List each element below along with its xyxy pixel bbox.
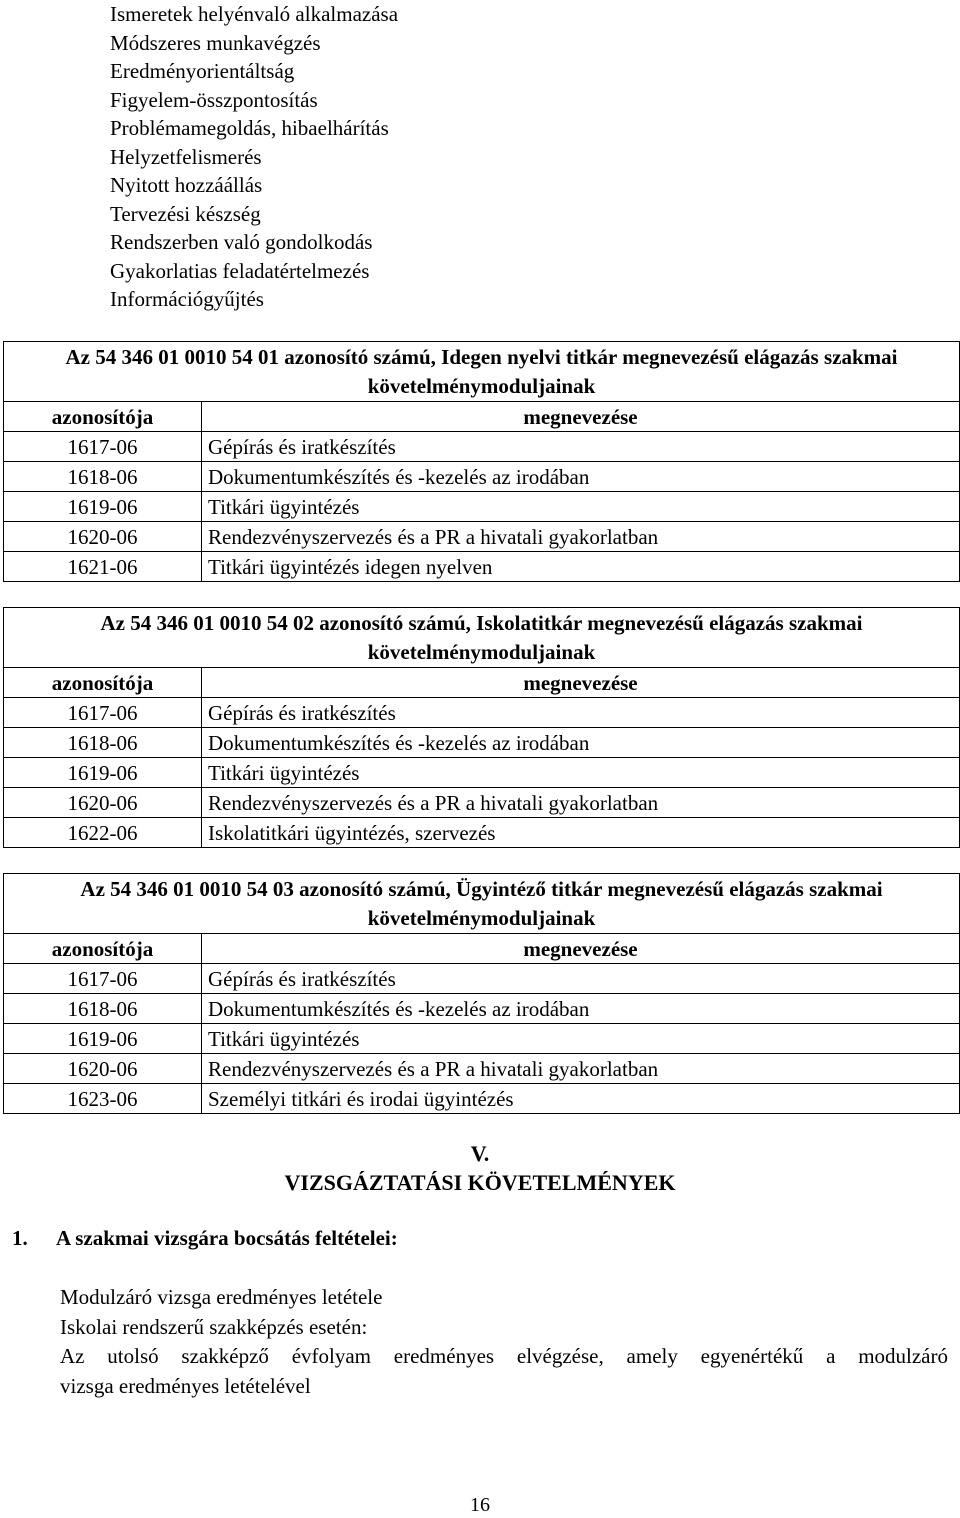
table-row <box>4 818 960 848</box>
skill-item: Figyelem-összpontosítás <box>110 87 318 112</box>
module-name: Személyi titkári és irodai ügyintézés <box>202 1084 960 1114</box>
module-table-caption: Az 54 346 01 0010 54 01 azonosító számú, Idegen nyelvi titkár megnevezésű elágazás szakmai követelménymoduljainak <box>4 342 960 402</box>
module-name: Dokumentumkészítés és -kezelés az irodában <box>202 994 960 1024</box>
skill-item: Problémamegoldás, hibaelhárítás <box>110 116 389 140</box>
table-row <box>4 1024 960 1054</box>
column-header-name: megnevezése <box>202 402 960 432</box>
module-name: Titkári ügyintézés <box>202 1024 960 1054</box>
module-id: 1617-06 <box>4 964 202 994</box>
table-row <box>4 788 960 818</box>
table-row <box>4 522 960 552</box>
chapter-title: VIZSGÁZTATÁSI KÖVETELMÉNYEK <box>284 1170 676 1195</box>
skill-item: Rendszerben való gondolkodás <box>110 230 373 254</box>
table-row <box>4 552 960 582</box>
body-line: Iskolai rendszerű szakképzés esetén: <box>60 1314 368 1339</box>
table-row <box>4 698 960 728</box>
table-row <box>4 1054 960 1084</box>
table-row <box>4 964 960 994</box>
module-id: 1619-06 <box>4 492 202 522</box>
module-id: 1618-06 <box>4 728 202 758</box>
table-row <box>4 728 960 758</box>
module-name: Rendezvényszervezés és a PR a hivatali gyakorlatban <box>202 788 960 818</box>
module-table-3 <box>3 873 960 1114</box>
module-table-2 <box>3 607 960 848</box>
module-id: 1619-06 <box>4 758 202 788</box>
table-row <box>4 432 960 462</box>
module-name: Titkári ügyintézés <box>202 492 960 522</box>
skill-item: Helyzetfelismerés <box>110 144 262 169</box>
module-name: Rendezvényszervezés és a PR a hivatali gyakorlatban <box>202 522 960 552</box>
module-name: Gépírás és iratkészítés <box>202 964 960 994</box>
skill-item: Eredményorientáltság <box>110 59 295 83</box>
section-title: A szakmai vizsgára bocsátás feltételei: <box>56 1226 398 1250</box>
chapter-number: V. <box>470 1141 490 1166</box>
module-name: Dokumentumkészítés és -kezelés az irodában <box>202 462 960 492</box>
skill-item: Gyakorlatias feladatértelmezés <box>110 258 370 283</box>
module-id: 1618-06 <box>4 462 202 492</box>
skill-item: Módszeres munkavégzés <box>110 30 321 55</box>
module-id: 1619-06 <box>4 1024 202 1054</box>
module-id: 1620-06 <box>4 788 202 818</box>
module-name: Gépírás és iratkészítés <box>202 698 960 728</box>
column-header-id: azonosítója <box>4 668 202 698</box>
skill-list <box>110 0 398 314</box>
body-line: vizsga eredményes letételével <box>60 1373 311 1398</box>
skill-item: Információgyűjtés <box>110 287 264 311</box>
column-header-name: megnevezése <box>202 934 960 964</box>
section-body <box>60 1283 948 1401</box>
module-name: Iskolatitkári ügyintézés, szervezés <box>202 818 960 848</box>
module-id: 1617-06 <box>4 432 202 462</box>
module-name: Rendezvényszervezés és a PR a hivatali gyakorlatban <box>202 1054 960 1084</box>
module-id: 1618-06 <box>4 994 202 1024</box>
module-table-1 <box>3 341 960 582</box>
body-line: Modulzáró vizsga eredményes letétele <box>60 1285 383 1309</box>
skill-item: Ismeretek helyénvaló alkalmazása <box>110 2 399 26</box>
skill-item: Nyitott hozzáállás <box>110 173 263 197</box>
module-name: Titkári ügyintézés idegen nyelven <box>202 552 960 582</box>
module-id: 1623-06 <box>4 1084 202 1114</box>
module-id: 1617-06 <box>4 698 202 728</box>
table-row <box>4 1084 960 1114</box>
module-id: 1620-06 <box>4 522 202 552</box>
module-name: Dokumentumkészítés és -kezelés az irodában <box>202 728 960 758</box>
module-id: 1622-06 <box>4 818 202 848</box>
body-line: Az utolsó szakképző évfolyam eredményes elvégzése, amely egyenértékű a modulzáró <box>60 1344 948 1368</box>
skill-item: Tervezési készség <box>110 201 261 226</box>
column-header-name: megnevezése <box>202 668 960 698</box>
page-number: 16 <box>470 1494 490 1516</box>
module-id: 1620-06 <box>4 1054 202 1084</box>
section-heading <box>12 1226 398 1251</box>
column-header-id: azonosítója <box>4 402 202 432</box>
module-table-caption: Az 54 346 01 0010 54 02 azonosító számú, Iskolatitkár megnevezésű elágazás szakmai követelménymoduljainak <box>4 608 960 668</box>
table-row <box>4 492 960 522</box>
section-number: 1. <box>12 1226 28 1250</box>
table-row <box>4 994 960 1024</box>
table-row <box>4 462 960 492</box>
module-id: 1621-06 <box>4 552 202 582</box>
module-table-caption: Az 54 346 01 0010 54 03 azonosító számú, Ügyintéző titkár megnevezésű elágazás szakmai követelménymoduljainak <box>4 874 960 934</box>
module-name: Titkári ügyintézés <box>202 758 960 788</box>
module-name: Gépírás és iratkészítés <box>202 432 960 462</box>
table-row <box>4 758 960 788</box>
column-header-id: azonosítója <box>4 934 202 964</box>
